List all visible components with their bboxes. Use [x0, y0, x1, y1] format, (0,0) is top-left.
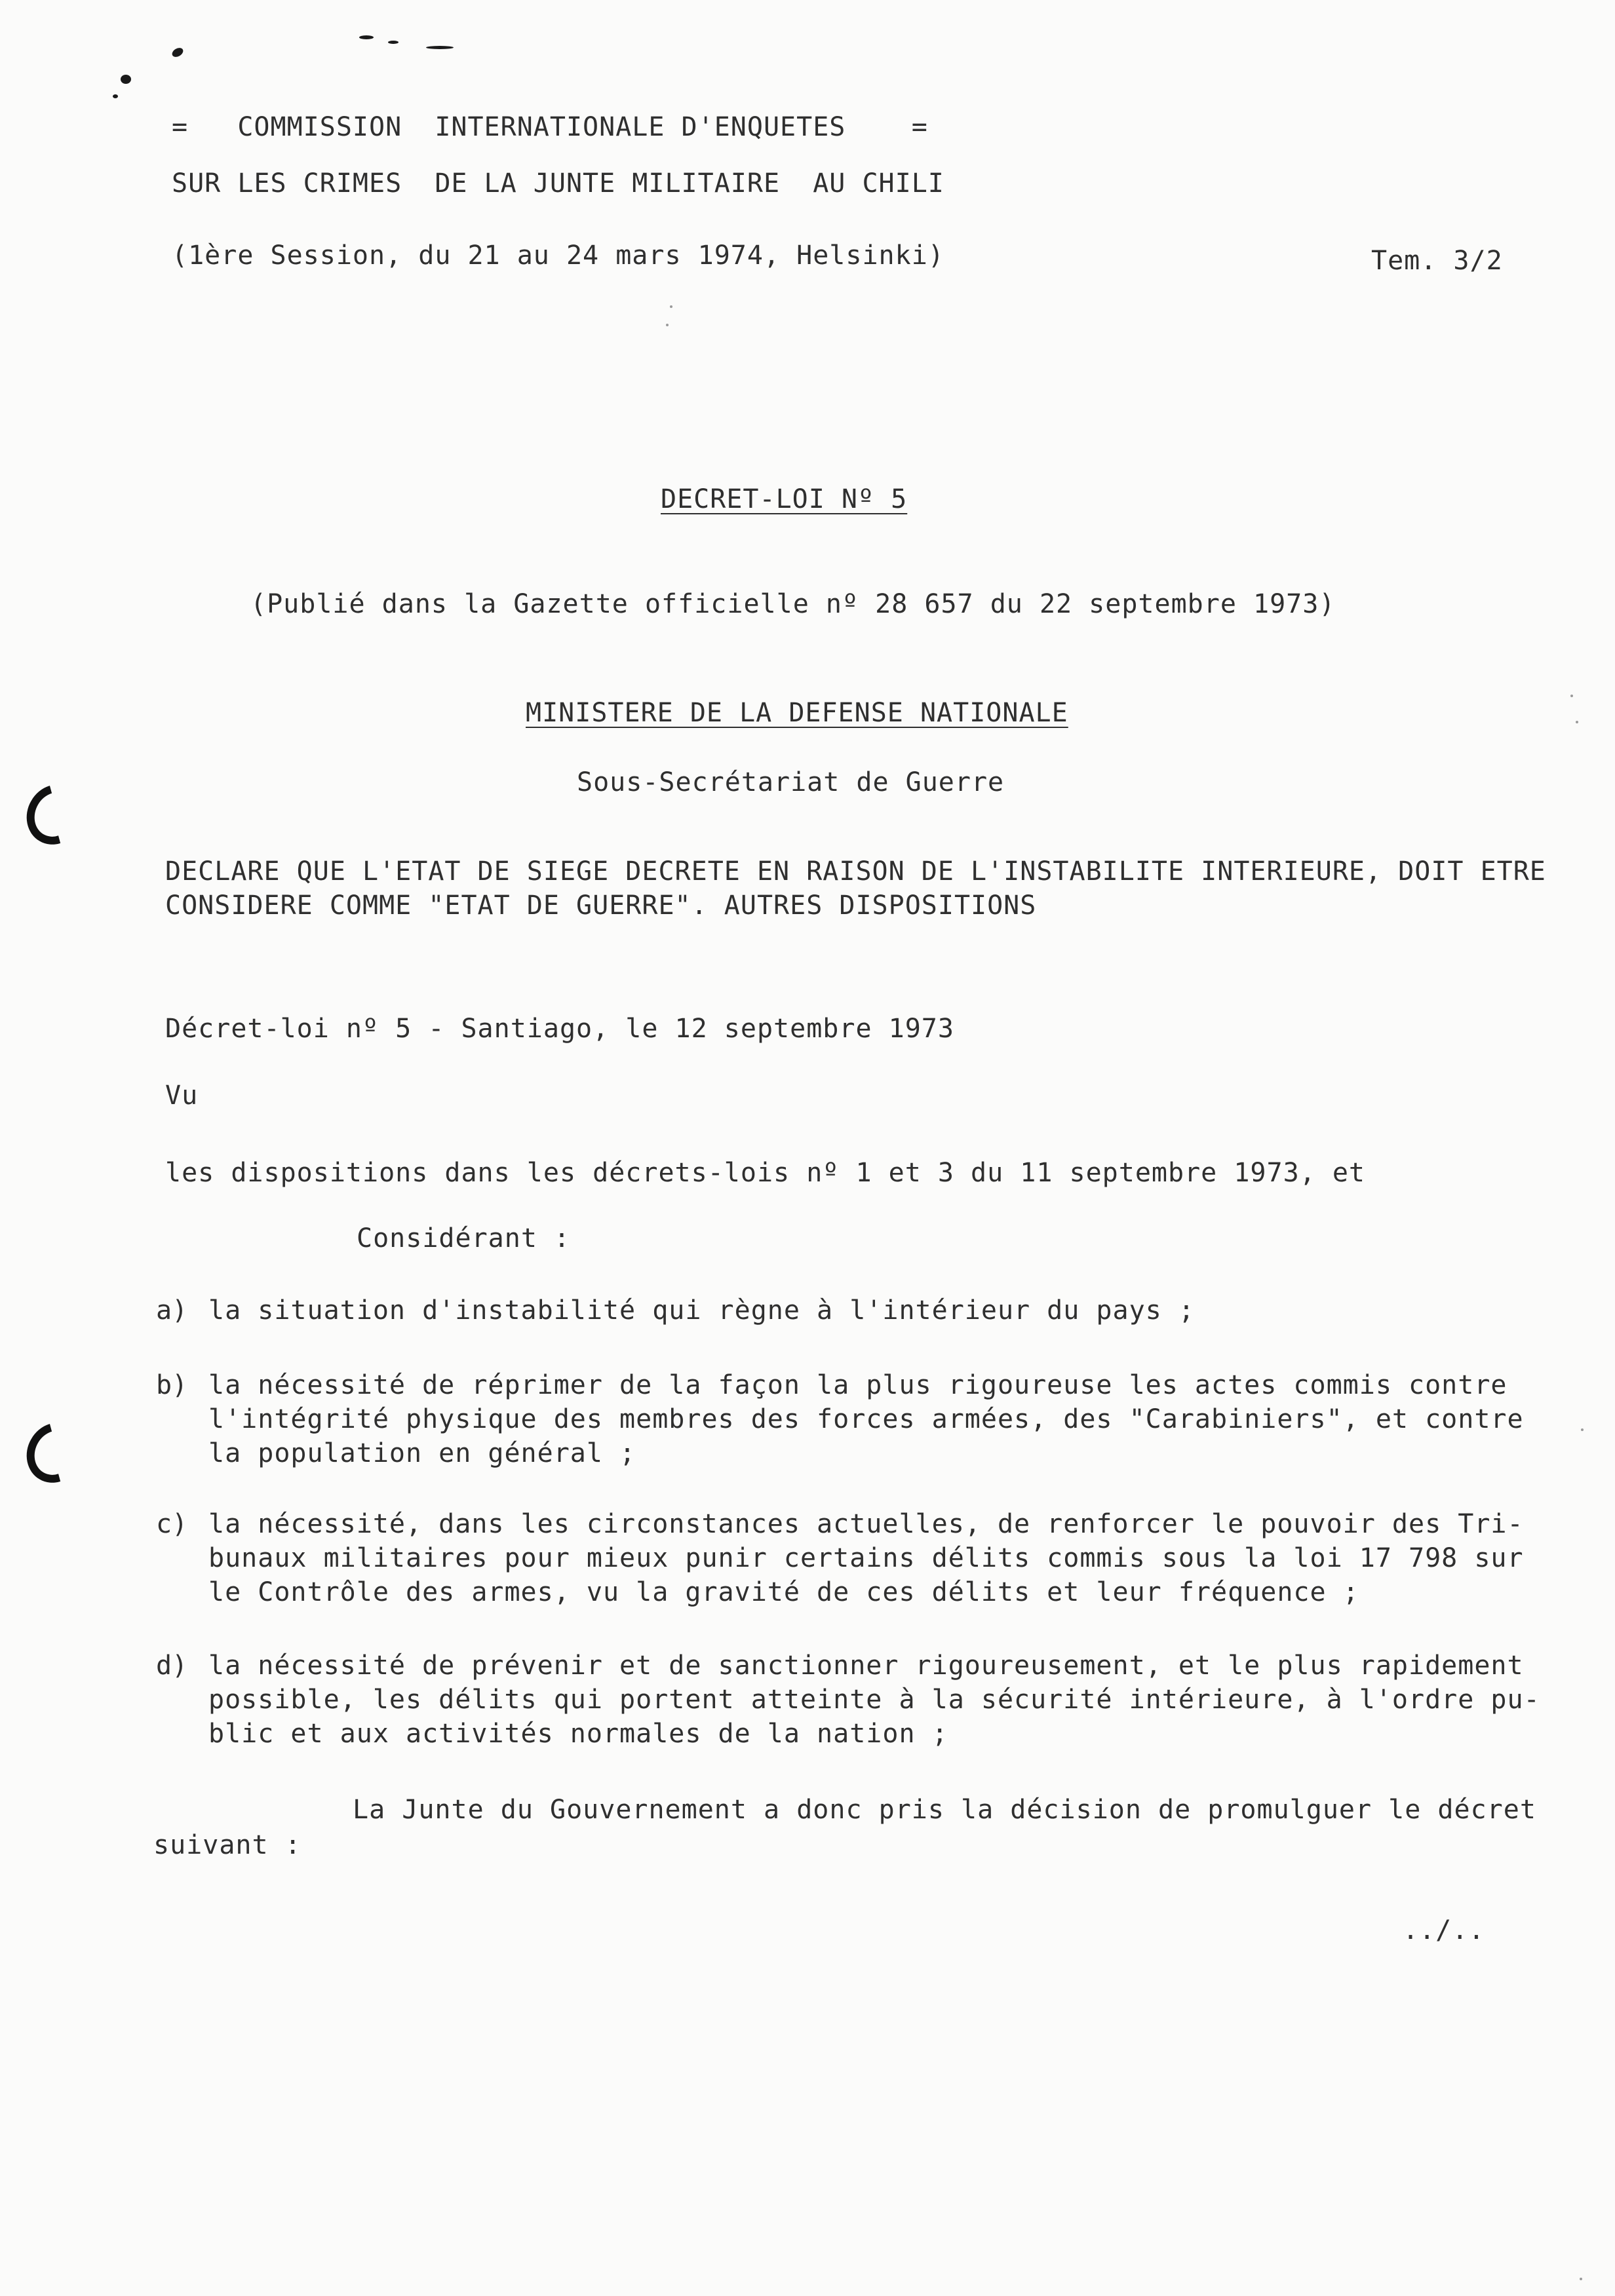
conclusion-line-2: suivant :	[153, 1830, 302, 1860]
ministry-heading: MINISTERE DE LA DEFENSE NATIONALE	[526, 698, 1068, 728]
item-text: la nécessité de réprimer de la façon la plus rigoureuse les actes commis contre l'intégrité physique des membres des forces armées, des "Carabiniers", et contre la population en général ;	[208, 1370, 1524, 1468]
item-text: la situation d'instabilité qui règne à l'intérieur du pays ;	[208, 1295, 1195, 1326]
item-label: d)	[156, 1651, 188, 1681]
speck	[1581, 1428, 1584, 1431]
header-line-1: = COMMISSION INTERNATIONALE D'ENQUETES =	[172, 112, 928, 142]
sub-ministry: Sous-Secrétariat de Guerre	[577, 767, 1005, 797]
item-text: la nécessité de prévenir et de sanctionner rigoureusement, et le plus rapidement possible, les délits qui portent atteinte à la sécurité intérieure, à l'ordre pu- blic et aux activités normales de la nation ;	[208, 1651, 1540, 1749]
document-reference: Tem. 3/2	[1371, 246, 1503, 276]
speck	[670, 305, 672, 308]
ink-blot	[426, 46, 454, 49]
decree-date-line: Décret-loi nº 5 - Santiago, le 12 septembre 1973	[165, 1014, 954, 1044]
ink-blot	[121, 75, 131, 84]
item-text: la nécessité, dans les circonstances actuelles, de renforcer le pouvoir des Tri- bunaux militaires pour mieux punir certains délits commis sous la loi 17 798 sur le Contrôle des armes, vu la gravité de ces délits et leur fréquence ;	[208, 1509, 1524, 1607]
speck	[1576, 721, 1578, 723]
item-label: b)	[156, 1370, 188, 1400]
considerant-label: Considérant :	[357, 1223, 571, 1253]
punch-hole-mark	[16, 774, 94, 854]
decree-title: DECRET-LOI Nº 5	[661, 484, 908, 514]
conclusion-line-1: La Junte du Gouvernement a donc pris la décision de promulguer le décret	[353, 1795, 1536, 1825]
declaration-text: DECLARE QUE L'ETAT DE SIEGE DECRETE EN RAISON DE L'INSTABILITE INTERIEURE, DOIT ETRE CONSIDERE COMME "ETAT DE GUERRE". AUTRES DISPOSITIONS	[165, 856, 1546, 921]
ink-blot	[170, 46, 185, 58]
ink-blot	[359, 35, 374, 39]
speck	[1570, 695, 1573, 697]
publication-note: (Publié dans la Gazette officielle nº 28 657 du 22 septembre 1973)	[250, 589, 1336, 619]
speck	[1580, 2278, 1582, 2280]
dispositions-line: les dispositions dans les décrets-lois nº 1 et 3 du 11 septembre 1973, et	[165, 1158, 1365, 1188]
item-label: a)	[156, 1295, 188, 1326]
ink-blot	[388, 41, 399, 44]
session-info: (1ère Session, du 21 au 24 mars 1974, Helsinki)	[172, 240, 944, 271]
ink-blot	[113, 94, 118, 98]
continuation-marker: ../..	[1403, 1915, 1485, 1945]
header-line-2: SUR LES CRIMES DE LA JUNTE MILITAIRE AU CHILI	[172, 168, 944, 199]
vu-label: Vu	[165, 1081, 199, 1111]
punch-hole-mark	[16, 1412, 94, 1493]
item-label: c)	[156, 1509, 188, 1539]
speck	[666, 324, 669, 326]
